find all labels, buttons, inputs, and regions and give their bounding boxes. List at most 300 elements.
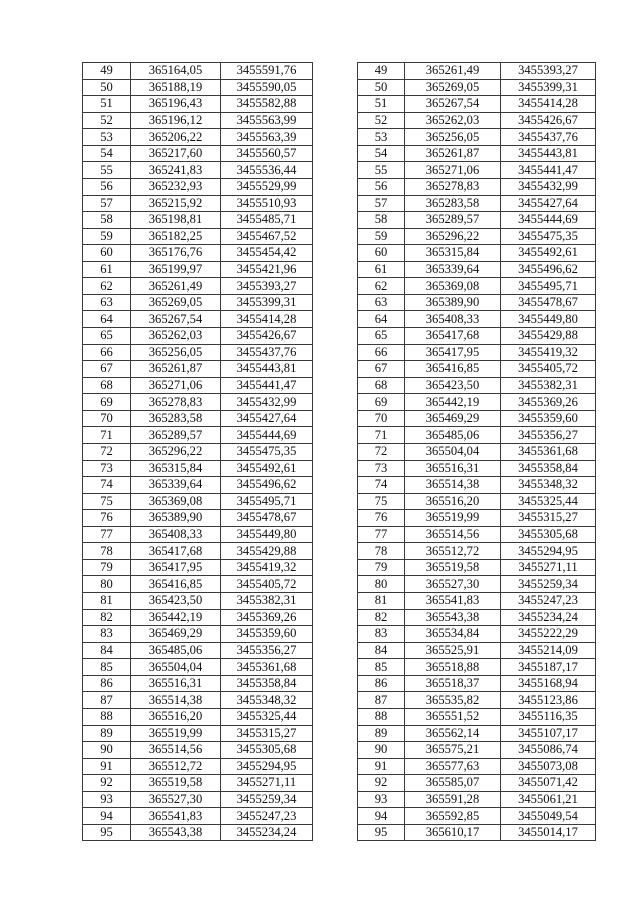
point-number-cell: 88 [358,708,405,725]
table-row [358,460,596,477]
y-coordinate-cell: 3455467,52 [221,228,313,245]
x-coordinate-cell: 365188,19 [131,79,221,96]
y-coordinate-cell: 3455315,27 [501,510,596,527]
point-number-cell: 87 [83,692,131,709]
point-number-cell: 52 [358,112,405,129]
y-coordinate-cell: 3455496,62 [221,477,313,494]
table-row [83,642,313,659]
point-number-cell: 93 [358,791,405,808]
y-coordinate-cell: 3455325,44 [221,708,313,725]
table-row [358,377,596,394]
point-number-cell: 73 [358,460,405,477]
y-coordinate-cell: 3455405,72 [221,576,313,593]
x-coordinate-cell: 365369,08 [405,278,501,295]
table-row [83,543,313,560]
x-coordinate-cell: 365196,43 [131,96,221,113]
table-row [358,791,596,808]
x-coordinate-cell: 365469,29 [131,626,221,643]
point-number-cell: 51 [83,96,131,113]
y-coordinate-cell: 3455563,39 [221,129,313,146]
point-number-cell: 73 [83,460,131,477]
x-coordinate-cell: 365164,05 [131,63,221,80]
y-coordinate-cell: 3455358,84 [501,460,596,477]
y-coordinate-cell: 3455222,29 [501,626,596,643]
y-coordinate-cell: 3455563,99 [221,112,313,129]
x-coordinate-cell: 365518,88 [405,659,501,676]
x-coordinate-cell: 365417,68 [131,543,221,560]
y-coordinate-cell: 3455393,27 [221,278,313,295]
y-coordinate-cell: 3455247,23 [501,593,596,610]
table-row [358,79,596,96]
point-number-cell: 70 [358,410,405,427]
x-coordinate-cell: 365176,76 [131,245,221,262]
point-number-cell: 88 [83,708,131,725]
x-coordinate-cell: 365296,22 [405,228,501,245]
table-row [83,675,313,692]
y-coordinate-cell: 3455315,27 [221,725,313,742]
y-coordinate-cell: 3455426,67 [221,328,313,345]
table-row [83,195,313,212]
table-row [83,79,313,96]
point-number-cell: 85 [358,659,405,676]
y-coordinate-cell: 3455071,42 [501,775,596,792]
y-coordinate-cell: 3455325,44 [501,493,596,510]
x-coordinate-cell: 365389,90 [131,510,221,527]
table-row [358,63,596,80]
point-number-cell: 56 [358,178,405,195]
x-coordinate-cell: 365518,37 [405,675,501,692]
point-number-cell: 68 [83,377,131,394]
x-coordinate-cell: 365408,33 [405,311,501,328]
y-coordinate-cell: 3455444,69 [221,427,313,444]
y-coordinate-cell: 3455536,44 [221,162,313,179]
point-number-cell: 78 [83,543,131,560]
point-number-cell: 81 [83,593,131,610]
y-coordinate-cell: 3455305,68 [221,742,313,759]
table-row [83,526,313,543]
table-row [83,410,313,427]
y-coordinate-cell: 3455475,35 [221,443,313,460]
x-coordinate-cell: 365262,03 [131,328,221,345]
point-number-cell: 80 [358,576,405,593]
table-row [358,410,596,427]
table-row [358,692,596,709]
x-coordinate-cell: 365485,06 [405,427,501,444]
point-number-cell: 52 [83,112,131,129]
point-number-cell: 58 [83,212,131,229]
x-coordinate-cell: 365442,19 [131,609,221,626]
y-coordinate-cell: 3455419,32 [221,559,313,576]
x-coordinate-cell: 365514,56 [405,526,501,543]
table-row [358,626,596,643]
table-row [358,510,596,527]
x-coordinate-cell: 365514,38 [405,477,501,494]
point-number-cell: 94 [358,808,405,825]
y-coordinate-cell: 3455348,32 [501,477,596,494]
x-coordinate-cell: 365261,49 [131,278,221,295]
y-coordinate-cell: 3455432,99 [221,394,313,411]
x-coordinate-cell: 365514,56 [131,742,221,759]
table-row [83,344,313,361]
y-coordinate-cell: 3455405,72 [501,361,596,378]
point-number-cell: 86 [358,675,405,692]
x-coordinate-cell: 365389,90 [405,294,501,311]
table-row [358,675,596,692]
point-number-cell: 49 [358,63,405,80]
point-number-cell: 66 [83,344,131,361]
y-coordinate-cell: 3455414,28 [501,96,596,113]
y-coordinate-cell: 3455294,95 [501,543,596,560]
x-coordinate-cell: 365198,81 [131,212,221,229]
x-coordinate-cell: 365525,91 [405,642,501,659]
x-coordinate-cell: 365541,83 [405,593,501,610]
x-coordinate-cell: 365442,19 [405,394,501,411]
table-row [358,311,596,328]
table-row [83,443,313,460]
x-coordinate-cell: 365575,21 [405,742,501,759]
point-number-cell: 69 [83,394,131,411]
x-coordinate-cell: 365339,64 [405,261,501,278]
y-coordinate-cell: 3455429,88 [501,328,596,345]
y-coordinate-cell: 3455356,27 [221,642,313,659]
point-number-cell: 64 [358,311,405,328]
point-number-cell: 75 [83,493,131,510]
x-coordinate-cell: 365469,29 [405,410,501,427]
point-number-cell: 77 [358,526,405,543]
x-coordinate-cell: 365592,85 [405,808,501,825]
table-row [83,742,313,759]
table-row [358,344,596,361]
point-number-cell: 57 [358,195,405,212]
table-row [358,642,596,659]
table-row [358,361,596,378]
x-coordinate-cell: 365423,50 [131,593,221,610]
x-coordinate-cell: 365519,99 [405,510,501,527]
x-coordinate-cell: 365199,97 [131,261,221,278]
x-coordinate-cell: 365416,85 [405,361,501,378]
x-coordinate-cell: 365534,84 [405,626,501,643]
table-row [83,775,313,792]
y-coordinate-cell: 3455495,71 [501,278,596,295]
y-coordinate-cell: 3455399,31 [501,79,596,96]
x-coordinate-cell: 365543,38 [405,609,501,626]
y-coordinate-cell: 3455419,32 [501,344,596,361]
table-row [83,228,313,245]
table-row [83,178,313,195]
point-number-cell: 83 [358,626,405,643]
table-row [83,245,313,262]
y-coordinate-cell: 3455361,68 [501,443,596,460]
table-row [358,129,596,146]
point-number-cell: 57 [83,195,131,212]
y-coordinate-cell: 3455510,93 [221,195,313,212]
y-coordinate-cell: 3455049,54 [501,808,596,825]
y-coordinate-cell: 3455086,74 [501,742,596,759]
point-number-cell: 53 [358,129,405,146]
y-coordinate-cell: 3455414,28 [221,311,313,328]
point-number-cell: 92 [358,775,405,792]
x-coordinate-cell: 365512,72 [405,543,501,560]
y-coordinate-cell: 3455305,68 [501,526,596,543]
y-coordinate-cell: 3455259,34 [221,791,313,808]
coordinates-table-left [82,62,313,841]
x-coordinate-cell: 365519,58 [405,559,501,576]
x-coordinate-cell: 365417,95 [405,344,501,361]
y-coordinate-cell: 3455061,21 [501,791,596,808]
x-coordinate-cell: 365527,30 [131,791,221,808]
point-number-cell: 82 [358,609,405,626]
x-coordinate-cell: 365269,05 [131,294,221,311]
point-number-cell: 93 [83,791,131,808]
x-coordinate-cell: 365591,28 [405,791,501,808]
x-coordinate-cell: 365217,60 [131,145,221,162]
point-number-cell: 84 [358,642,405,659]
x-coordinate-cell: 365241,83 [131,162,221,179]
x-coordinate-cell: 365516,20 [131,708,221,725]
point-number-cell: 89 [358,725,405,742]
coordinates-table-right [357,62,596,841]
table-row [83,278,313,295]
y-coordinate-cell: 3455443,81 [501,145,596,162]
point-number-cell: 56 [83,178,131,195]
table-row [83,427,313,444]
table-row [83,63,313,80]
y-coordinate-cell: 3455359,60 [501,410,596,427]
table-row [83,261,313,278]
x-coordinate-cell: 365416,85 [131,576,221,593]
x-coordinate-cell: 365535,82 [405,692,501,709]
point-number-cell: 53 [83,129,131,146]
table-row [83,96,313,113]
x-coordinate-cell: 365315,84 [405,245,501,262]
point-number-cell: 79 [358,559,405,576]
y-coordinate-cell: 3455247,23 [221,808,313,825]
y-coordinate-cell: 3455441,47 [501,162,596,179]
point-number-cell: 70 [83,410,131,427]
point-number-cell: 54 [358,145,405,162]
x-coordinate-cell: 365543,38 [131,824,221,841]
y-coordinate-cell: 3455485,71 [221,212,313,229]
point-number-cell: 51 [358,96,405,113]
y-coordinate-cell: 3455214,09 [501,642,596,659]
point-number-cell: 59 [358,228,405,245]
point-number-cell: 54 [83,145,131,162]
table-row [358,559,596,576]
y-coordinate-cell: 3455492,61 [221,460,313,477]
point-number-cell: 68 [358,377,405,394]
x-coordinate-cell: 365271,06 [131,377,221,394]
point-number-cell: 67 [358,361,405,378]
table-row [358,212,596,229]
table-row [83,593,313,610]
table-row [83,609,313,626]
table-row [358,659,596,676]
point-number-cell: 82 [83,609,131,626]
coordinates-table-body [83,63,313,841]
point-number-cell: 50 [358,79,405,96]
x-coordinate-cell: 365283,58 [131,410,221,427]
x-coordinate-cell: 365519,58 [131,775,221,792]
table-row [83,510,313,527]
point-number-cell: 62 [358,278,405,295]
x-coordinate-cell: 365261,87 [131,361,221,378]
point-number-cell: 50 [83,79,131,96]
x-coordinate-cell: 365417,95 [131,559,221,576]
x-coordinate-cell: 365289,57 [131,427,221,444]
y-coordinate-cell: 3455591,76 [221,63,313,80]
y-coordinate-cell: 3455271,11 [221,775,313,792]
point-number-cell: 59 [83,228,131,245]
y-coordinate-cell: 3455123,86 [501,692,596,709]
x-coordinate-cell: 365408,33 [131,526,221,543]
table-row [358,228,596,245]
point-number-cell: 63 [83,294,131,311]
x-coordinate-cell: 365256,05 [405,129,501,146]
point-number-cell: 72 [83,443,131,460]
y-coordinate-cell: 3455168,94 [501,675,596,692]
point-number-cell: 77 [83,526,131,543]
x-coordinate-cell: 365577,63 [405,758,501,775]
point-number-cell: 74 [83,477,131,494]
y-coordinate-cell: 3455393,27 [501,63,596,80]
x-coordinate-cell: 365551,52 [405,708,501,725]
point-number-cell: 64 [83,311,131,328]
y-coordinate-cell: 3455437,76 [501,129,596,146]
x-coordinate-cell: 365369,08 [131,493,221,510]
table-row [358,278,596,295]
x-coordinate-cell: 365610,17 [405,824,501,841]
y-coordinate-cell: 3455478,67 [501,294,596,311]
point-number-cell: 81 [358,593,405,610]
point-number-cell: 87 [358,692,405,709]
x-coordinate-cell: 365278,83 [131,394,221,411]
point-number-cell: 83 [83,626,131,643]
x-coordinate-cell: 365296,22 [131,443,221,460]
table-row [358,112,596,129]
y-coordinate-cell: 3455443,81 [221,361,313,378]
y-coordinate-cell: 3455496,62 [501,261,596,278]
x-coordinate-cell: 365289,57 [405,212,501,229]
x-coordinate-cell: 365267,54 [405,96,501,113]
point-number-cell: 95 [358,824,405,841]
table-row [358,493,596,510]
table-row [83,394,313,411]
coordinates-table-body [358,63,596,841]
y-coordinate-cell: 3455358,84 [221,675,313,692]
point-number-cell: 95 [83,824,131,841]
table-row [83,725,313,742]
table-row [83,824,313,841]
x-coordinate-cell: 365519,99 [131,725,221,742]
point-number-cell: 61 [83,261,131,278]
point-number-cell: 62 [83,278,131,295]
table-row [83,212,313,229]
y-coordinate-cell: 3455234,24 [501,609,596,626]
point-number-cell: 90 [83,742,131,759]
table-row [358,593,596,610]
point-number-cell: 90 [358,742,405,759]
point-number-cell: 55 [83,162,131,179]
table-row [358,261,596,278]
x-coordinate-cell: 365527,30 [405,576,501,593]
y-coordinate-cell: 3455369,26 [501,394,596,411]
point-number-cell: 71 [83,427,131,444]
table-row [83,493,313,510]
point-number-cell: 94 [83,808,131,825]
table-row [83,477,313,494]
y-coordinate-cell: 3455495,71 [221,493,313,510]
point-number-cell: 69 [358,394,405,411]
y-coordinate-cell: 3455437,76 [221,344,313,361]
y-coordinate-cell: 3455590,05 [221,79,313,96]
table-row [83,145,313,162]
y-coordinate-cell: 3455449,80 [501,311,596,328]
table-row [83,328,313,345]
table-row [358,824,596,841]
x-coordinate-cell: 365283,58 [405,195,501,212]
table-row [358,245,596,262]
x-coordinate-cell: 365516,20 [405,493,501,510]
point-number-cell: 66 [358,344,405,361]
y-coordinate-cell: 3455356,27 [501,427,596,444]
point-number-cell: 89 [83,725,131,742]
x-coordinate-cell: 365269,05 [405,79,501,96]
point-number-cell: 92 [83,775,131,792]
point-number-cell: 75 [358,493,405,510]
y-coordinate-cell: 3455073,08 [501,758,596,775]
x-coordinate-cell: 365182,25 [131,228,221,245]
x-coordinate-cell: 365315,84 [131,460,221,477]
y-coordinate-cell: 3455492,61 [501,245,596,262]
table-row [358,808,596,825]
table-row [358,775,596,792]
point-number-cell: 60 [83,245,131,262]
x-coordinate-cell: 365215,92 [131,195,221,212]
table-row [358,195,596,212]
x-coordinate-cell: 365485,06 [131,642,221,659]
table-row [358,708,596,725]
table-row [358,394,596,411]
point-number-cell: 49 [83,63,131,80]
point-number-cell: 86 [83,675,131,692]
point-number-cell: 78 [358,543,405,560]
x-coordinate-cell: 365585,07 [405,775,501,792]
table-row [358,145,596,162]
point-number-cell: 65 [358,328,405,345]
x-coordinate-cell: 365423,50 [405,377,501,394]
table-row [358,328,596,345]
x-coordinate-cell: 365339,64 [131,477,221,494]
table-row [358,443,596,460]
point-number-cell: 55 [358,162,405,179]
point-number-cell: 76 [83,510,131,527]
y-coordinate-cell: 3455107,17 [501,725,596,742]
y-coordinate-cell: 3455421,96 [221,261,313,278]
table-row [83,162,313,179]
point-number-cell: 67 [83,361,131,378]
x-coordinate-cell: 365232,93 [131,178,221,195]
point-number-cell: 85 [83,659,131,676]
y-coordinate-cell: 3455444,69 [501,212,596,229]
point-number-cell: 63 [358,294,405,311]
table-row [358,427,596,444]
y-coordinate-cell: 3455582,88 [221,96,313,113]
table-row [358,609,596,626]
point-number-cell: 80 [83,576,131,593]
x-coordinate-cell: 365262,03 [405,112,501,129]
y-coordinate-cell: 3455361,68 [221,659,313,676]
point-number-cell: 60 [358,245,405,262]
